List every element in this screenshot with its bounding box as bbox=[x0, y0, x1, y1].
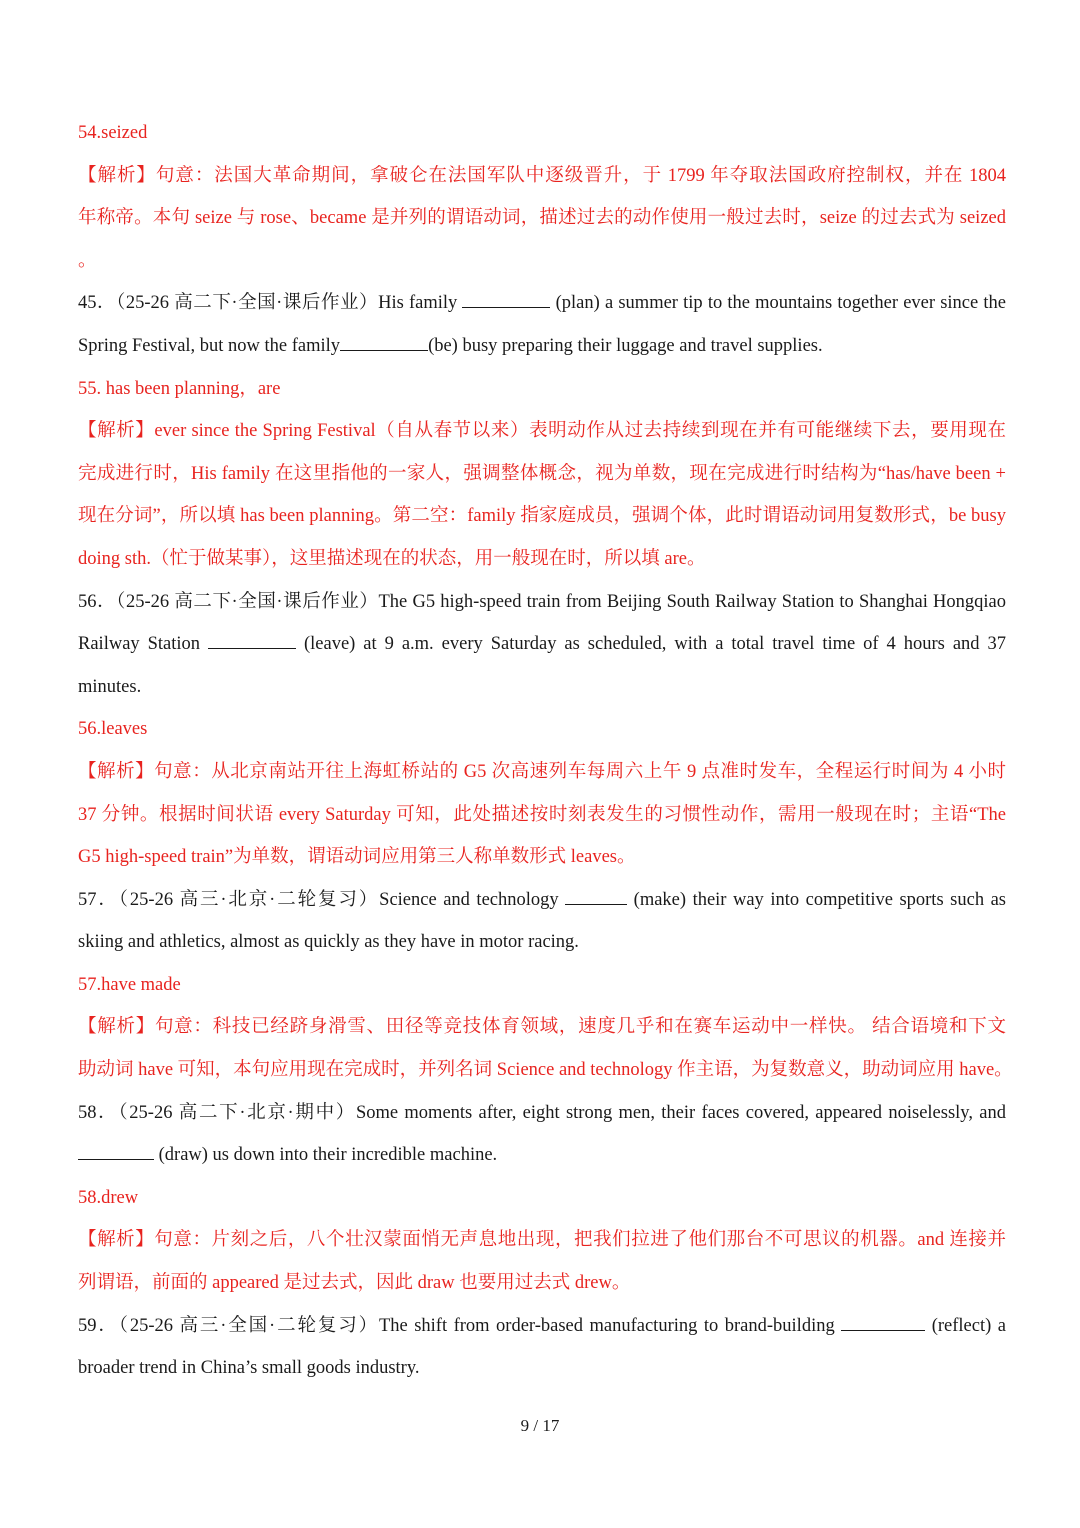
answer-line: 。 bbox=[78, 250, 97, 271]
answer-line: 【解析】句意：法国大革命期间，拿破仑在法国军队中逐级晋升，于 1799 年夺取法国政府控制权，并在 1804 bbox=[78, 165, 1006, 186]
question-line: 56．（25-26 高二下·全国·课后作业）The G5 high-speed train from Beijing South Railway Station to Shanghai Hongqiao bbox=[78, 591, 1006, 612]
line-text: (draw) us down into their incredible machine. bbox=[154, 1145, 498, 1166]
line-text: Spring Festival, but now the family bbox=[78, 335, 341, 356]
answer-line: doing sth.（忙于做某事），这里描述现在的状态，用一般现在时，所以填 are。 bbox=[78, 548, 706, 569]
answer-line: 现在分词”，所以填 has been planning。第二空：family 指家庭成员，强调个体，此时谓语动词用复数形式，be busy bbox=[78, 506, 1006, 527]
answer-line: 56.leaves bbox=[78, 719, 148, 740]
line-text: 57．（25-26 高三·北京·二轮复习）Science and technology bbox=[78, 889, 566, 910]
answer-line: 列谓语，前面的 appeared 是过去式，因此 draw 也要用过去式 drew。 bbox=[78, 1273, 631, 1294]
answer-line: 完成进行时，His family 在这里指他的一家人，强调整体概念，视为单数，现在完成进行时结构为“has/have been + bbox=[78, 463, 1006, 484]
line-text: (be) busy preparing their luggage and travel supplies. bbox=[428, 335, 823, 356]
answer-line: 【解析】句意：片刻之后，八个壮汉蒙面悄无声息地出现，把我们拉进了他们那台不可思议的机器。and 连接并 bbox=[78, 1230, 1006, 1251]
question-line bbox=[78, 879, 1006, 922]
question-line: skiing and athletics, almost as quickly as they have in motor racing. bbox=[78, 932, 579, 953]
fill-in-blank bbox=[462, 291, 550, 308]
question-line: minutes. bbox=[78, 676, 142, 697]
fill-in-blank bbox=[78, 1143, 154, 1160]
answer-line: 【解析】ever since the Spring Festival（自从春节以来）表明动作从过去持续到现在并有可能继续下去，要用现在 bbox=[78, 421, 1006, 442]
document-body bbox=[78, 112, 1013, 1390]
page-number: 9 / 17 bbox=[520, 1416, 560, 1435]
line-text: (make) their way into competitive sports such as bbox=[627, 889, 1006, 910]
answer-line: 【解析】句意：科技已经跻身滑雪、田径等竞技体育领域，速度几乎和在赛车运动中一样快。 结合语境和下文 bbox=[78, 1017, 1006, 1038]
line-text: 45．（25-26 高二下·全国·课后作业）His family bbox=[78, 293, 463, 314]
answer-line: 【解析】句意：从北京南站开往上海虹桥站的 G5 次高速列车每周六上午 9 点准时发车，全程运行时间为 4 小时 bbox=[78, 761, 1006, 782]
line-text: (plan) a summer tip to the mountains together ever since the bbox=[550, 293, 1006, 314]
line-text: 59．（25-26 高三·全国·二轮复习）The shift from order-based manufacturing to brand-building bbox=[78, 1315, 842, 1336]
question-line bbox=[78, 282, 1006, 325]
answer-line: 54.seized bbox=[78, 123, 148, 143]
answer-line: 助动词 have 可知，本句应用现在完成时，并列名词 Science and technology 作主语，为复数意义，助动词应用 have。 bbox=[78, 1060, 1013, 1081]
answer-line: G5 high-speed train”为单数，谓语动词应用第三人称单数形式 leaves。 bbox=[78, 847, 636, 868]
fill-in-blank bbox=[841, 1314, 925, 1331]
question-line bbox=[78, 325, 1006, 368]
line-text: Railway Station bbox=[78, 634, 209, 655]
fill-in-blank bbox=[565, 888, 627, 905]
answer-line: 57.have made bbox=[78, 974, 181, 995]
question-line bbox=[78, 623, 1006, 666]
answer-line: 58.drew bbox=[78, 1187, 139, 1208]
question-line: 58．（25-26 高二下·北京·期中）Some moments after, eight strong men, their faces covered, appeared noiselessly, and bbox=[78, 1102, 1006, 1123]
line-text: (reflect) a bbox=[925, 1315, 1006, 1336]
question-line: broader trend in China’s small goods industry. bbox=[78, 1358, 420, 1379]
fill-in-blank bbox=[340, 334, 428, 351]
answer-line: 37 分钟。根据时间状语 every Saturday 可知，此处描述按时刻表发生的习惯性动作，需用一般现在时；主语“The bbox=[78, 804, 1006, 825]
answer-line: 55. has been planning，are bbox=[78, 378, 281, 399]
question-line bbox=[78, 1305, 1006, 1348]
question-line bbox=[78, 1134, 1006, 1177]
answer-line: 年称帝。本句 seize 与 rose、became 是并列的谓语动词，描述过去的动作使用一般过去时，seize 的过去式为 seized bbox=[78, 208, 1006, 229]
fill-in-blank bbox=[208, 632, 296, 649]
line-text: (leave) at 9 a.m. every Saturday as scheduled, with a total travel time of 4 hours and 37 bbox=[296, 634, 1007, 655]
